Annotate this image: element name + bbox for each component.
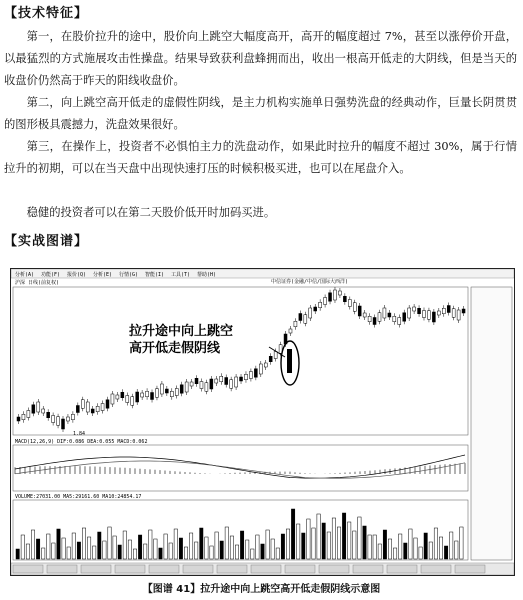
volume-bar — [184, 547, 187, 559]
volume-bar — [378, 544, 381, 559]
volume-bar — [429, 542, 432, 559]
candle-body — [254, 369, 257, 378]
volume-bars — [16, 509, 463, 559]
status-tab — [217, 565, 247, 573]
volume-bar — [108, 527, 111, 559]
candle-body — [160, 384, 163, 394]
volume-bar — [302, 533, 305, 559]
candle-body — [200, 382, 203, 389]
volume-bar — [235, 545, 238, 559]
volume-bar — [169, 543, 172, 559]
candle-body — [17, 417, 20, 421]
volume-bar — [210, 546, 213, 559]
candle-body — [338, 291, 341, 295]
candle-body — [81, 400, 84, 409]
candle-body — [165, 389, 168, 393]
annotation-text-2: 高开低走假阴线 — [129, 341, 221, 356]
volume-bar — [189, 533, 192, 559]
volume-bar — [98, 532, 101, 559]
volume-bar — [118, 545, 121, 559]
candle-body — [175, 389, 178, 396]
chart-toolbar[interactable] — [11, 269, 514, 278]
volume-bar — [62, 538, 65, 559]
candle-body — [71, 414, 74, 420]
status-tab — [81, 565, 111, 573]
volume-bar — [383, 530, 386, 559]
status-tab — [149, 565, 179, 573]
candle-body — [403, 313, 406, 322]
volume-bar — [225, 527, 228, 559]
right-side-panel — [471, 287, 512, 560]
volume-bar — [312, 528, 315, 559]
candle-body — [244, 374, 247, 380]
candle-body — [442, 308, 445, 314]
candle-body — [131, 397, 134, 406]
candle-body — [289, 329, 292, 333]
chart-title: 中信证券(金融/中信/国际大西洋) — [271, 279, 349, 285]
candle-body — [66, 417, 69, 421]
volume-bar — [128, 540, 131, 559]
volume-bar — [77, 542, 80, 559]
candle-body — [106, 400, 109, 409]
volume-bar — [317, 514, 320, 559]
volume-bar — [363, 526, 366, 559]
volume-bar — [21, 535, 24, 559]
volume-bar — [113, 536, 116, 559]
volume-bar — [342, 513, 345, 559]
macd-label: MACD(12,26,9) DIF:0.086 DEA:0.055 MACD:0.062 — [15, 439, 148, 445]
candle-body — [437, 311, 440, 315]
volume-bar — [286, 529, 289, 559]
candle-body — [343, 296, 346, 302]
toolbar-item[interactable]: 行情(G) — [119, 272, 139, 278]
toolbar-item[interactable]: 工具(T) — [171, 272, 191, 278]
volume-bar — [200, 528, 203, 559]
status-tab — [115, 565, 145, 573]
candle-body — [408, 308, 411, 318]
volume-bar — [276, 548, 279, 559]
volume-bar — [205, 537, 208, 559]
volume-bar — [133, 549, 136, 559]
candle-body — [432, 312, 435, 322]
volume-bar — [82, 528, 85, 559]
status-tab — [285, 565, 315, 573]
annotation-text-1: 拉升途中向上跳空 — [129, 324, 234, 339]
candle-body — [42, 409, 45, 413]
volume-bar — [220, 541, 223, 559]
toolbar-item[interactable]: 分析(A) — [15, 272, 35, 278]
low-price-label: 1.84 — [73, 431, 86, 437]
volume-bar — [424, 533, 427, 559]
volume-bar — [195, 542, 198, 559]
volume-bar — [103, 541, 106, 559]
candle-body — [146, 391, 149, 397]
volume-bar — [373, 535, 376, 559]
macd-series — [15, 455, 465, 478]
status-tab — [421, 565, 451, 573]
volume-bar — [47, 534, 50, 559]
price-panel-label: 沪深 日线(前复权) — [15, 280, 60, 286]
candle-body — [155, 389, 158, 398]
volume-bar — [144, 544, 147, 559]
volume-bar — [368, 535, 371, 559]
chart-heading: 【实战图谱】 — [4, 234, 89, 249]
volume-bar — [52, 543, 55, 559]
figure-caption: 【图谱 41】拉升途中向上跳空高开低走假阴线示意图 — [142, 584, 381, 595]
volume-bar — [36, 539, 39, 559]
candle-body — [398, 318, 401, 325]
volume-bar — [450, 532, 453, 559]
toolbar-item[interactable]: 报价(Q) — [67, 272, 87, 278]
candle-body — [358, 306, 361, 316]
volume-bar — [266, 530, 269, 559]
candle-body — [299, 314, 302, 321]
candle-body — [240, 377, 243, 381]
status-tab — [13, 565, 43, 573]
candle-body — [368, 316, 371, 322]
status-tab — [353, 565, 383, 573]
candle-body — [230, 380, 233, 389]
candle-body — [373, 318, 376, 325]
volume-bar — [439, 537, 442, 559]
paragraph-4: 稳健的投资者可以在第二天股价低开时加码买进。 — [26, 206, 276, 219]
toolbar-item[interactable]: 功能(F) — [41, 272, 61, 278]
volume-bar — [348, 522, 351, 559]
toolbar-item[interactable]: 分析(E) — [93, 272, 113, 278]
candle-body — [249, 372, 252, 379]
toolbar-item[interactable]: 智能(I) — [145, 272, 165, 278]
volume-bar — [271, 539, 274, 559]
volume-bar — [460, 527, 463, 559]
toolbar-item[interactable]: 帮助(H) — [197, 272, 217, 278]
volume-bar — [87, 537, 90, 559]
candle-body — [329, 293, 332, 302]
candle-body — [126, 396, 129, 403]
status-tab — [183, 565, 213, 573]
candle-body — [22, 414, 25, 420]
status-tab — [251, 565, 281, 573]
volume-bar — [246, 540, 249, 559]
volume-bar — [353, 531, 356, 559]
candle-body — [47, 412, 50, 418]
candle-body — [37, 402, 40, 412]
candle-body — [378, 313, 381, 322]
candle-body — [141, 393, 144, 397]
volume-bar — [444, 546, 447, 559]
status-tab — [387, 565, 417, 573]
candle-body — [205, 383, 208, 392]
candle-body — [259, 364, 262, 374]
volume-bar — [174, 529, 177, 559]
candle-body — [27, 411, 30, 418]
volume-bar — [399, 534, 402, 559]
volume-bar — [393, 548, 396, 559]
volume-label: VOLUME:27031.00 MA5:29161.60 MA10:24854.17 — [15, 494, 142, 500]
volume-bar — [31, 530, 34, 559]
candle-body — [413, 307, 416, 311]
stock-chart-svg — [11, 269, 514, 575]
candle-body — [457, 310, 460, 320]
candle-body — [96, 406, 99, 412]
volume-bar — [26, 544, 29, 559]
candle-body — [319, 302, 322, 308]
volume-bar — [215, 532, 218, 559]
candle-body — [170, 391, 173, 397]
candle-body — [383, 308, 386, 318]
candle-body — [220, 376, 223, 382]
volume-bar — [409, 529, 412, 559]
candle-body — [333, 290, 336, 300]
paragraph-2: 第二，向上跳空高开低走的虚假性阴线，是主力机构实施单日强势洗盘的经典动作，巨量长阴贯贯的图形极具震撼力，洗盘效果很好。 — [4, 96, 517, 131]
status-tab — [455, 565, 485, 573]
volume-bar — [337, 527, 340, 559]
candle-body — [57, 417, 60, 426]
candle-body — [324, 298, 327, 305]
candle-body — [304, 315, 307, 324]
candle-body — [274, 352, 277, 359]
price-panel — [13, 287, 468, 435]
candle-body — [348, 300, 351, 307]
candle-body — [309, 308, 312, 318]
candle-body — [86, 402, 89, 412]
paragraph-3: 第三，在操作上，投资者不必惧怕主力的洗盘动作，如果此时拉升的幅度不超过 30%，属于行情拉升的初期，可以在当天盘中出现快速打压的时候积极买进，也可以在尾盘介入。 — [4, 140, 517, 175]
volume-bar — [332, 518, 335, 559]
volume-bar — [57, 529, 60, 559]
volume-bar — [42, 548, 45, 559]
volume-bar — [307, 519, 310, 559]
volume-bar — [72, 533, 75, 559]
volume-bar — [281, 534, 284, 559]
candle-body — [215, 379, 218, 383]
candle-body — [427, 311, 430, 320]
volume-bar — [251, 549, 254, 559]
volume-bar — [419, 547, 422, 559]
status-tab — [47, 565, 77, 573]
candlestick-series — [17, 287, 465, 432]
candle-body — [121, 392, 124, 398]
volume-bar — [179, 538, 182, 559]
candle-body — [101, 404, 104, 411]
volume-bar — [434, 528, 437, 559]
highlight-candle-body — [287, 349, 292, 373]
candle-body — [151, 393, 154, 400]
candle-body — [136, 392, 139, 402]
stock-chart-screenshot — [10, 268, 515, 576]
volume-bar — [123, 531, 126, 559]
candle-body — [314, 307, 317, 311]
candle-body — [210, 379, 213, 389]
volume-bar — [291, 509, 294, 559]
candle-body — [452, 309, 455, 318]
volume-bar — [327, 532, 330, 559]
candle-body — [447, 306, 450, 313]
candle-body — [462, 309, 465, 313]
status-tab — [319, 565, 349, 573]
volume-bar — [154, 539, 157, 559]
paragraph-1: 第一，在股价拉升的途中，股价向上跳空大幅度高开，高开的幅度超过 7%，甚至以涨停价开盘，以最猛烈的方式施展攻击性操盘。结果导致获利盘蜂拥而出，收出一根高开低走的大阴线，但是当天的收盘价仍然高于昨天的阳线收盘价。 — [4, 30, 517, 87]
candle-body — [418, 308, 421, 314]
candle-body — [195, 378, 198, 384]
candle-body — [116, 395, 119, 399]
volume-bar — [358, 517, 361, 559]
candle-body — [294, 321, 297, 327]
volume-bar — [256, 535, 259, 559]
tech-heading: 【技术特征】 — [4, 6, 89, 21]
candle-body — [111, 394, 114, 404]
candle-body — [32, 405, 35, 414]
volume-bar — [159, 548, 162, 559]
volume-bar — [93, 546, 96, 559]
volume-bar — [240, 531, 243, 559]
volume-bar — [164, 534, 167, 559]
candle-body — [422, 311, 425, 318]
volume-bar — [67, 547, 70, 559]
candle-body — [185, 382, 188, 392]
candle-body — [76, 406, 79, 413]
candle-body — [62, 419, 65, 429]
candle-body — [264, 363, 267, 367]
candle-body — [388, 313, 391, 317]
volume-bar — [297, 524, 300, 559]
volume-bar — [261, 544, 264, 559]
candle-body — [190, 382, 193, 386]
candle-body — [52, 416, 55, 423]
candle-body — [353, 303, 356, 312]
volume-bar — [322, 523, 325, 559]
candle-body — [91, 409, 94, 413]
volume-bar — [149, 530, 152, 559]
volume-bar — [388, 539, 391, 559]
volume-bar — [16, 549, 19, 559]
volume-bar — [230, 536, 233, 559]
candle-body — [269, 356, 272, 362]
candle-body — [225, 378, 228, 385]
volume-bar — [138, 535, 141, 559]
candle-body — [393, 316, 396, 322]
volume-bar — [455, 541, 458, 559]
candle-body — [363, 313, 366, 317]
candle-body — [235, 377, 238, 387]
candle-body — [180, 385, 183, 394]
volume-bar — [414, 538, 417, 559]
volume-bar — [404, 543, 407, 559]
